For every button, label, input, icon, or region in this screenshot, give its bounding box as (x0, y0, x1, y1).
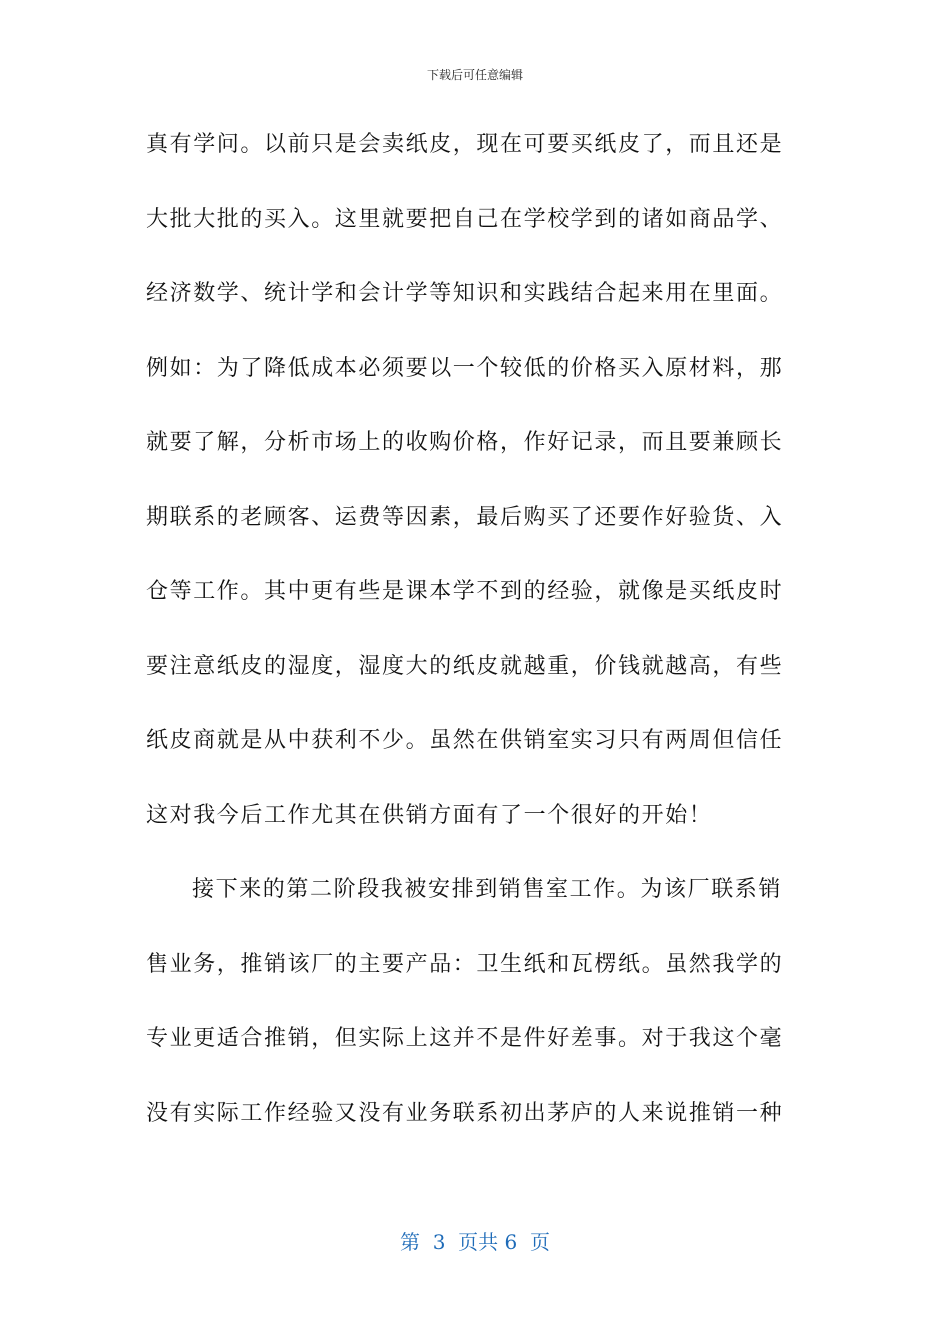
text-line-13: 专业更适合推销，但实际上这并不是件好差事。对于我这个毫 (146, 1026, 784, 1051)
text-line-3: 经济数学、统计学和会计学等知识和实践结合起来用在里面。 (146, 281, 784, 306)
page-number-footer: 第 3 页共 6 页 (400, 1230, 550, 1254)
text-line-10: 这对我今后工作尤其在供销方面有了一个很好的开始！ (146, 802, 713, 828)
paragraph-start-line: 接下来的第二阶段我被安排到销售室工作。为该厂联系销 (192, 877, 783, 902)
text-line-6: 期联系的老顾客、运费等因素，最后购买了还要作好验货、入 (146, 504, 784, 530)
document-body (146, 120, 796, 1163)
header-note: 下载后可任意编辑 (426, 68, 523, 82)
text-line-12: 售业务，推销该厂的主要产品：卫生纸和瓦楞纸。虽然我学的 (146, 951, 784, 977)
text-line-5: 就要了解，分析市场上的收购价格，作好记录，而且要兼顾长 (146, 430, 784, 455)
text-line-4: 例如：为了降低成本必须要以一个较低的价格买入原材料，那 (146, 355, 784, 381)
text-line-9: 纸皮商就是从中获利不少。虽然在供销室实习只有两周但信任 (146, 728, 784, 753)
text-line-2: 大批大批的买入。这里就要把自己在学校学到的诸如商品学、 (146, 206, 784, 232)
text-line-14: 没有实际工作经验又没有业务联系初出茅庐的人来说推销一种 (146, 1100, 784, 1126)
text-line-7: 仓等工作。其中更有些是课本学不到的经验，就像是买纸皮时 (146, 579, 784, 604)
text-line-8: 要注意纸皮的湿度，湿度大的纸皮就越重，价钱就越高，有些 (146, 653, 784, 679)
text-line-1: 真有学问。以前只是会卖纸皮，现在可要买纸皮了，而且还是 (146, 132, 784, 157)
